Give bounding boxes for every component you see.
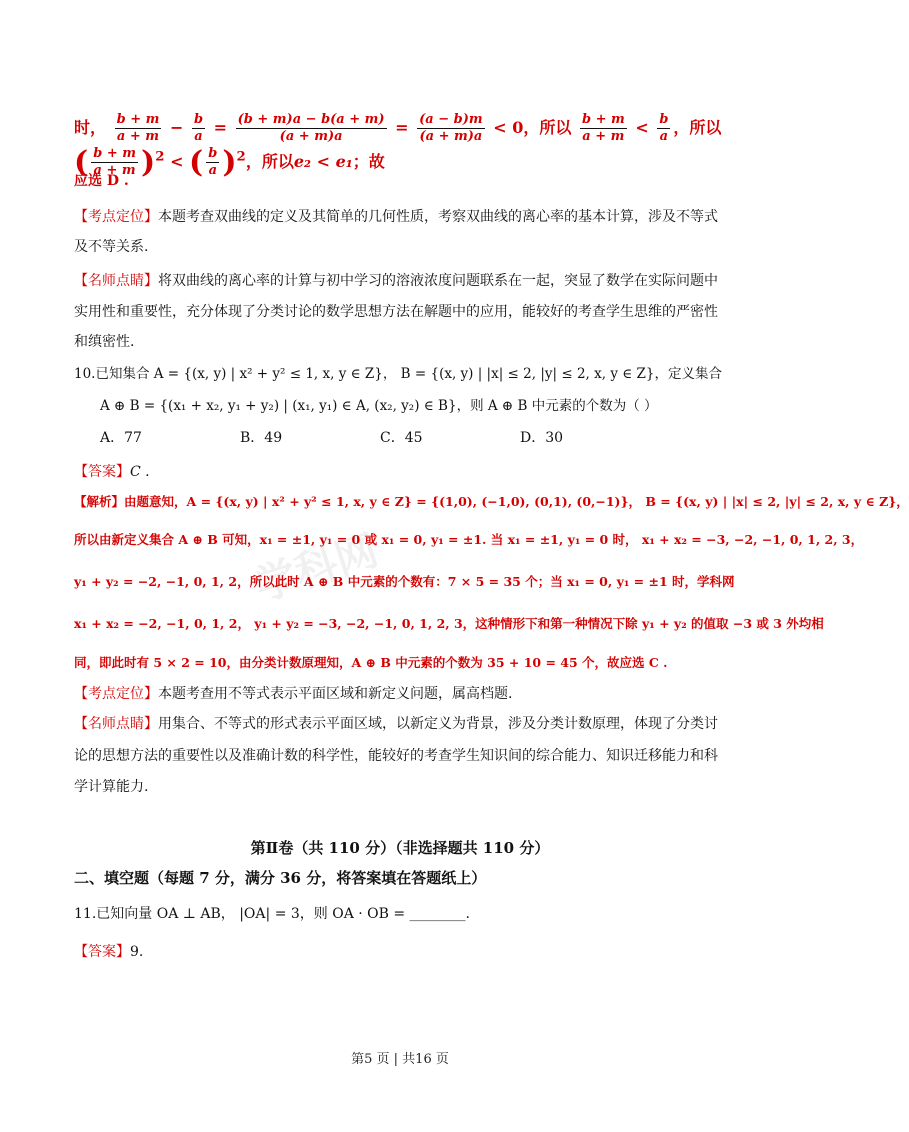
operator: < <box>635 118 649 137</box>
question-11-stem: 11.已知向量 OA ⊥ AB， |OA| = 3，则 OA · OB = ________. <box>74 906 471 922</box>
connector-text: ，所以 <box>673 118 722 137</box>
question-10-stem-2: A ⊕ B = {(x₁ + x₂, y₁ + y₂) | (x₁, y₁) ∈ A, (x₂, y₂) ∈ B}，则 A ⊕ B 中元素的个数为（ ） <box>100 398 658 414</box>
paren: ) <box>222 145 237 180</box>
mingshi-tag: 【名师点睛】 <box>74 716 158 732</box>
question-10-stem: 10.已知集合 A = {(x, y) | x² + y² ≤ 1, x, y ∈ Z}， B = {(x, y) | |x| ≤ 2, |y| ≤ 2, x, y ∈ Z}，定义集合 <box>74 366 722 382</box>
fraction-denominator: a + m <box>116 129 160 144</box>
kaodian-tag: 【考点定位】 <box>74 209 158 225</box>
answer-tag: 【答案】 <box>74 944 130 960</box>
section-subtitle: 二、填空题（每题 7 分，满分 36 分，将答案填在答题纸上） <box>74 869 487 887</box>
mingshi-tag: 【名师点睛】 <box>74 273 158 289</box>
operator: < 0 <box>493 118 524 137</box>
fraction <box>580 112 627 145</box>
paragraph-text: 本题考查用不等式表示平面区域和新定义问题，属高档题. <box>158 686 513 702</box>
paragraph-text: 和缜密性. <box>74 334 135 350</box>
paragraph-text: 由题意知，A = {(x, y) | x² + y² ≤ 1, x, y ∈ Z} = {(1,0), (−1,0), (0,1), (0,−1)}， B = {(x, y) | |x| ≤ 2, |y| ≤ 2, x, y ∈ Z}， <box>124 494 909 509</box>
fraction-denominator: a <box>659 129 669 144</box>
fraction-denominator: a + m <box>93 163 136 178</box>
choice-a: A．77 <box>100 430 142 446</box>
fraction-numerator: b + m <box>93 146 136 161</box>
kaodian-paragraph <box>74 207 734 227</box>
answer-value: C . <box>130 464 150 480</box>
connector-text: ，所以 <box>523 118 572 137</box>
fraction <box>657 112 670 145</box>
paragraph-text: 将双曲线的离心率的计算与初中学习的溶液浓度问题联系在一起，突显了数学在实际问题中 <box>158 273 718 289</box>
operator: − <box>169 118 184 137</box>
section-title: 第Ⅱ卷（共 110 分）（非选择题共 110 分） <box>250 839 550 857</box>
page-footer: 第5 页 | 共16 页 <box>351 1052 449 1067</box>
paragraph-text: 学计算能力. <box>74 779 149 795</box>
fraction-numerator: b + m <box>581 112 625 127</box>
paragraph-text: 及不等关系. <box>74 239 149 255</box>
operator: < <box>170 152 184 171</box>
paragraph-text: 同，即此时有 5 × 2 = 10，由分类计数原理知，A ⊕ B 中元素的个数为 35 + 10 = 45 个，故应选 C . <box>74 655 668 670</box>
conclusion-line: 应选 D . <box>74 173 129 189</box>
mingshi-paragraph <box>74 714 734 734</box>
paragraph-text: y₁ + y₂ = −2, −1, 0, 1, 2，所以此时 A ⊕ B 中元素的个数有：7 × 5 = 35 个；当 x₁ = 0, y₁ = ±1 时，学科网 <box>74 574 735 589</box>
paren: ) <box>141 145 156 180</box>
paragraph-text: 所以由新定义集合 A ⊕ B 可知，x₁ = ±1, y₁ = 0 或 x₁ = 0, y₁ = ±1. 当 x₁ = ±1, y₁ = 0 时， x₁ + x₂ = −3, −2, −1, 0, 1, 2, 3， <box>74 532 864 547</box>
fraction <box>192 112 205 145</box>
paragraph-text: 本题考查双曲线的定义及其简单的几何性质，考察双曲线的离心率的基本计算，涉及不等式 <box>158 209 718 225</box>
fraction-numerator: b <box>208 146 218 161</box>
connector-text: ；故 <box>352 152 385 171</box>
eccentricity-comparison: e₂ < e₁ <box>293 152 353 171</box>
answer-tag: 【答案】 <box>74 464 130 480</box>
kaodian-paragraph <box>74 684 734 704</box>
paren: ( <box>74 145 89 180</box>
operator: = <box>395 118 409 137</box>
watermark: 学科网 <box>248 525 384 611</box>
prefix-text: 时， <box>74 118 107 137</box>
answer-value: 9. <box>130 944 144 960</box>
fraction-denominator: (a + m)a <box>279 129 343 144</box>
exponent: 2 <box>155 148 165 165</box>
choice-d: D．30 <box>520 430 564 446</box>
paragraph-text: x₁ + x₂ = −2, −1, 0, 1, 2， y₁ + y₂ = −3, −2, −1, 0, 1, 2, 3，这种情形下和第一种情况下除 y₁ + y₂ 的值取 −3 或 3 外均相 <box>74 616 824 631</box>
fraction-denominator: a + m <box>582 129 625 144</box>
fraction-numerator: b <box>659 112 669 127</box>
fraction <box>236 112 387 145</box>
kaodian-tag: 【考点定位】 <box>74 686 158 702</box>
connector-text: ，所以 <box>245 152 294 171</box>
fraction-denominator: (a + m)a <box>419 129 483 144</box>
answer-line <box>74 942 734 962</box>
fraction-denominator: a <box>194 129 203 144</box>
paragraph-text: 论的思想方法的重要性以及准确计数的科学性，能较好的考查学生知识间的综合能力、知识迁移能力和科 <box>74 748 718 764</box>
fraction-numerator: b <box>193 112 204 127</box>
fraction-numerator: (a − b)m <box>419 112 483 127</box>
fraction <box>417 112 485 145</box>
fraction <box>115 112 162 145</box>
fraction-numerator: (b + m)a − b(a + m) <box>237 112 385 127</box>
paragraph-text: 实用性和重要性，充分体现了分类讨论的数学思想方法在解题中的应用，能较好的考查学生思维的严密性 <box>74 304 718 320</box>
solution-continuation-line <box>74 112 734 180</box>
fraction-numerator: b + m <box>116 112 160 127</box>
analysis-line <box>74 492 909 512</box>
fraction-denominator: a <box>208 163 218 178</box>
choice-c: C．45 <box>380 430 423 446</box>
paragraph-text: 用集合、不等式的形式表示平面区域，以新定义为背景，涉及分类计数原理，体现了分类讨 <box>158 716 718 732</box>
choice-b: B．49 <box>240 430 283 446</box>
mingshi-paragraph <box>74 271 734 291</box>
exponent: 2 <box>236 148 246 165</box>
paren: ( <box>189 145 204 180</box>
analysis-tag: 【解析】 <box>74 494 125 509</box>
operator: = <box>213 118 228 137</box>
